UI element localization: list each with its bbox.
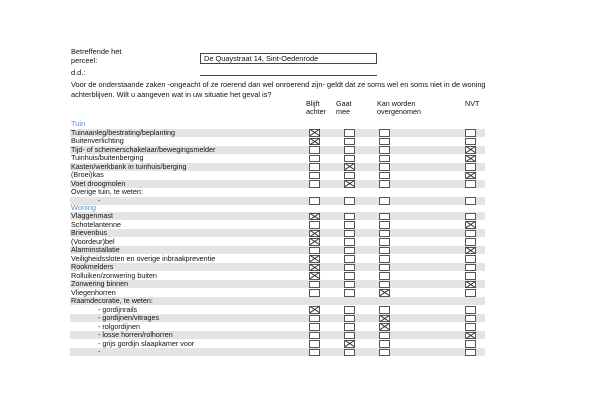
checklist-row bbox=[70, 229, 485, 237]
checkbox-nvt[interactable] bbox=[465, 315, 476, 323]
checkbox-kan-worden-overgenomen[interactable] bbox=[379, 340, 390, 348]
column-header-nvt bbox=[465, 100, 479, 108]
checkbox-kan-worden-overgenomen[interactable] bbox=[379, 238, 390, 246]
checklist-row bbox=[70, 197, 485, 205]
row-label: Kasten/werkbank in tuinhuis/berging bbox=[71, 161, 187, 171]
checkbox-nvt[interactable] bbox=[465, 180, 476, 188]
checkbox-nvt[interactable] bbox=[465, 221, 476, 229]
checkbox-gaat-mee[interactable] bbox=[344, 221, 355, 229]
column-header-line: Kan worden bbox=[377, 99, 416, 108]
checkbox-kan-worden-overgenomen[interactable] bbox=[379, 315, 390, 323]
checkbox-blijft-achter[interactable] bbox=[309, 230, 320, 238]
column-header-line: Blijft bbox=[306, 99, 320, 108]
checkbox-gaat-mee[interactable] bbox=[344, 180, 355, 188]
checkbox-nvt[interactable] bbox=[465, 138, 476, 146]
checkbox-gaat-mee[interactable] bbox=[344, 238, 355, 246]
checkbox-blijft-achter[interactable] bbox=[309, 138, 320, 146]
checkbox-gaat-mee[interactable] bbox=[344, 289, 355, 297]
row-label: Rolluiken/zonwering buiten bbox=[71, 270, 157, 280]
checkbox-nvt[interactable] bbox=[465, 213, 476, 221]
checkbox-kan-worden-overgenomen[interactable] bbox=[379, 172, 390, 180]
checkbox-gaat-mee[interactable] bbox=[344, 264, 355, 272]
checkbox-kan-worden-overgenomen[interactable] bbox=[379, 289, 390, 297]
checkbox-gaat-mee[interactable] bbox=[344, 163, 355, 171]
checkbox-gaat-mee[interactable] bbox=[344, 172, 355, 180]
checkbox-gaat-mee[interactable] bbox=[344, 129, 355, 137]
checkbox-gaat-mee[interactable] bbox=[344, 230, 355, 238]
row-label: Schotelantenne bbox=[71, 219, 121, 229]
checkbox-gaat-mee[interactable] bbox=[344, 247, 355, 255]
checkbox-gaat-mee[interactable] bbox=[344, 272, 355, 280]
row-label: Buitenverlichting bbox=[71, 136, 124, 145]
checkbox-blijft-achter[interactable] bbox=[309, 272, 320, 280]
checkbox-nvt[interactable] bbox=[465, 264, 476, 272]
column-header-blijft-achter bbox=[306, 100, 326, 117]
checkbox-blijft-achter[interactable] bbox=[309, 213, 320, 221]
checkbox-blijft-achter[interactable] bbox=[309, 197, 320, 205]
checkbox-nvt[interactable] bbox=[465, 272, 476, 280]
checkbox-nvt[interactable] bbox=[465, 146, 476, 154]
checkbox-blijft-achter[interactable] bbox=[309, 247, 320, 255]
row-label: - bbox=[98, 195, 101, 205]
checkbox-nvt[interactable] bbox=[465, 289, 476, 297]
perceel-label-line1: Betreffende het bbox=[71, 47, 122, 56]
checkbox-gaat-mee[interactable] bbox=[344, 281, 355, 289]
checkbox-gaat-mee[interactable] bbox=[344, 306, 355, 314]
checkbox-kan-worden-overgenomen[interactable] bbox=[379, 155, 390, 163]
intro-text: Voor de onderstaande zaken -ongeacht of ze roerend dan wel onroerend zijn- geldt dat ze soms wel en soms niet in de woning achterblijven. Wilt u aangeven wat in uw situatie het geval is? bbox=[71, 80, 486, 99]
checkbox-gaat-mee[interactable] bbox=[344, 315, 355, 323]
checkbox-nvt[interactable] bbox=[465, 281, 476, 289]
row-label: - grijs gordijn slaapkamer voor bbox=[98, 338, 195, 348]
checklist-row bbox=[70, 212, 485, 220]
row-label: Tuinhuis/buitenberging bbox=[71, 153, 144, 162]
checkbox-gaat-mee[interactable] bbox=[344, 349, 355, 357]
checkbox-nvt[interactable] bbox=[465, 323, 476, 331]
checkbox-gaat-mee[interactable] bbox=[344, 138, 355, 146]
checkbox-gaat-mee[interactable] bbox=[344, 155, 355, 163]
checkbox-nvt[interactable] bbox=[465, 349, 476, 357]
checkbox-kan-worden-overgenomen[interactable] bbox=[379, 255, 390, 263]
checkbox-nvt[interactable] bbox=[465, 340, 476, 348]
checkbox-nvt[interactable] bbox=[465, 230, 476, 238]
row-label: Rookmelders bbox=[71, 262, 114, 271]
checklist-row bbox=[70, 221, 485, 229]
row-label: Vliegenhorren bbox=[71, 287, 116, 297]
address-field[interactable]: De Quaystraat 14, Sint-Oedenrode bbox=[200, 53, 377, 64]
checkbox-gaat-mee[interactable] bbox=[344, 146, 355, 154]
column-header-line: NVT bbox=[465, 99, 480, 108]
checkbox-blijft-achter[interactable] bbox=[309, 315, 320, 323]
checklist-row bbox=[70, 188, 485, 196]
checkbox-nvt[interactable] bbox=[465, 129, 476, 137]
checkbox-kan-worden-overgenomen[interactable] bbox=[379, 146, 390, 154]
checkbox-kan-worden-overgenomen[interactable] bbox=[379, 306, 390, 314]
column-header-gaat-mee bbox=[336, 100, 352, 117]
checkbox-nvt[interactable] bbox=[465, 306, 476, 314]
date-label: d.d.: bbox=[71, 68, 86, 77]
section-title: Woning bbox=[71, 203, 96, 212]
checklist-row bbox=[70, 348, 485, 356]
checkbox-blijft-achter[interactable] bbox=[309, 264, 320, 272]
checkbox-nvt[interactable] bbox=[465, 247, 476, 255]
column-header-line: mee bbox=[336, 107, 350, 117]
checkbox-kan-worden-overgenomen[interactable] bbox=[379, 180, 390, 188]
checkbox-kan-worden-overgenomen[interactable] bbox=[379, 247, 390, 255]
checklist-row bbox=[70, 238, 485, 246]
checkbox-kan-worden-overgenomen[interactable] bbox=[379, 230, 390, 238]
checklist-row bbox=[70, 280, 485, 288]
checklist-row bbox=[70, 171, 485, 179]
row-label: Tuinaanleg/bestrating/beplanting bbox=[71, 127, 176, 137]
checkbox-kan-worden-overgenomen[interactable] bbox=[379, 349, 390, 357]
checkbox-kan-worden-overgenomen[interactable] bbox=[379, 264, 390, 272]
row-label: Overige tuin, te weten: bbox=[71, 187, 143, 196]
checkbox-gaat-mee[interactable] bbox=[344, 332, 355, 340]
checkbox-kan-worden-overgenomen[interactable] bbox=[379, 272, 390, 280]
checkbox-kan-worden-overgenomen[interactable] bbox=[379, 281, 390, 289]
checklist-row bbox=[70, 272, 485, 280]
checkbox-kan-worden-overgenomen[interactable] bbox=[379, 163, 390, 171]
checkbox-blijft-achter[interactable] bbox=[309, 340, 320, 348]
checkbox-gaat-mee[interactable] bbox=[344, 323, 355, 331]
row-label: - rolgordijnen bbox=[98, 321, 140, 331]
row-label: Vlaggenmast bbox=[71, 211, 113, 220]
checkbox-blijft-achter[interactable] bbox=[309, 172, 320, 180]
checkbox-nvt[interactable] bbox=[465, 197, 476, 205]
section-title: Tuin bbox=[71, 119, 86, 128]
checkbox-blijft-achter[interactable] bbox=[309, 332, 320, 340]
checkbox-gaat-mee[interactable] bbox=[344, 213, 355, 221]
checkbox-nvt[interactable] bbox=[465, 255, 476, 263]
checklist-row bbox=[70, 163, 485, 171]
checkbox-gaat-mee[interactable] bbox=[344, 197, 355, 205]
perceel-label-line2: perceel: bbox=[71, 56, 98, 65]
checklist-row bbox=[70, 340, 485, 348]
row-label: Alarminstallatie bbox=[71, 245, 120, 254]
checkbox-blijft-achter[interactable] bbox=[309, 146, 320, 154]
checkbox-blijft-achter[interactable] bbox=[309, 221, 320, 229]
checkbox-kan-worden-overgenomen[interactable] bbox=[379, 197, 390, 205]
checkbox-kan-worden-overgenomen[interactable] bbox=[379, 129, 390, 137]
checkbox-blijft-achter[interactable] bbox=[309, 238, 320, 246]
row-label: Veiligheidssloten en overige inbraakpreventie bbox=[71, 253, 216, 263]
checkbox-kan-worden-overgenomen[interactable] bbox=[379, 332, 390, 340]
checkbox-blijft-achter[interactable] bbox=[309, 129, 320, 137]
row-label: Raamdecoratie, te weten: bbox=[71, 296, 153, 305]
checkbox-blijft-achter[interactable] bbox=[309, 163, 320, 171]
checkbox-gaat-mee[interactable] bbox=[344, 255, 355, 263]
checklist-row bbox=[70, 129, 485, 137]
checkbox-nvt[interactable] bbox=[465, 172, 476, 180]
column-header-kan-worden-overgenomen bbox=[377, 100, 421, 117]
checkbox-kan-worden-overgenomen[interactable] bbox=[379, 138, 390, 146]
row-label: Brievenbus bbox=[71, 228, 107, 237]
checkbox-blijft-achter[interactable] bbox=[309, 349, 320, 357]
row-label: - losse horren/rolhorren bbox=[98, 330, 173, 339]
checkbox-kan-worden-overgenomen[interactable] bbox=[379, 221, 390, 229]
checklist-row bbox=[70, 255, 485, 263]
checkbox-blijft-achter[interactable] bbox=[309, 155, 320, 163]
row-label: Tijd- of schemerschakelaar/bewegingsmelder bbox=[71, 144, 216, 154]
column-header-line: Gaat bbox=[336, 99, 352, 108]
checkbox-gaat-mee[interactable] bbox=[344, 340, 355, 348]
checkbox-blijft-achter[interactable] bbox=[309, 323, 320, 331]
row-label: - bbox=[98, 347, 101, 356]
checkbox-kan-worden-overgenomen[interactable] bbox=[379, 213, 390, 221]
row-label: Zonwering binnen bbox=[71, 279, 129, 288]
column-header-line: achter bbox=[306, 107, 326, 117]
checkbox-blijft-achter[interactable] bbox=[309, 180, 320, 188]
column-header-line: overgenomen bbox=[377, 107, 421, 117]
row-label: (Voordeur)bel bbox=[71, 236, 115, 246]
row-label: - gordijnrails bbox=[98, 304, 138, 314]
date-field[interactable] bbox=[200, 75, 377, 76]
row-label: (Broei)kas bbox=[71, 170, 104, 179]
checkbox-blijft-achter[interactable] bbox=[309, 306, 320, 314]
checkbox-blijft-achter[interactable] bbox=[309, 289, 320, 297]
checkbox-blijft-achter[interactable] bbox=[309, 281, 320, 289]
row-label: Voet droogmolen bbox=[71, 178, 126, 188]
checkbox-nvt[interactable] bbox=[465, 155, 476, 163]
checkbox-nvt[interactable] bbox=[465, 163, 476, 171]
row-label: - gordijnen/vitrages bbox=[98, 313, 160, 322]
checkbox-blijft-achter[interactable] bbox=[309, 255, 320, 263]
checkbox-nvt[interactable] bbox=[465, 238, 476, 246]
checkbox-kan-worden-overgenomen[interactable] bbox=[379, 323, 390, 331]
checkbox-nvt[interactable] bbox=[465, 332, 476, 340]
